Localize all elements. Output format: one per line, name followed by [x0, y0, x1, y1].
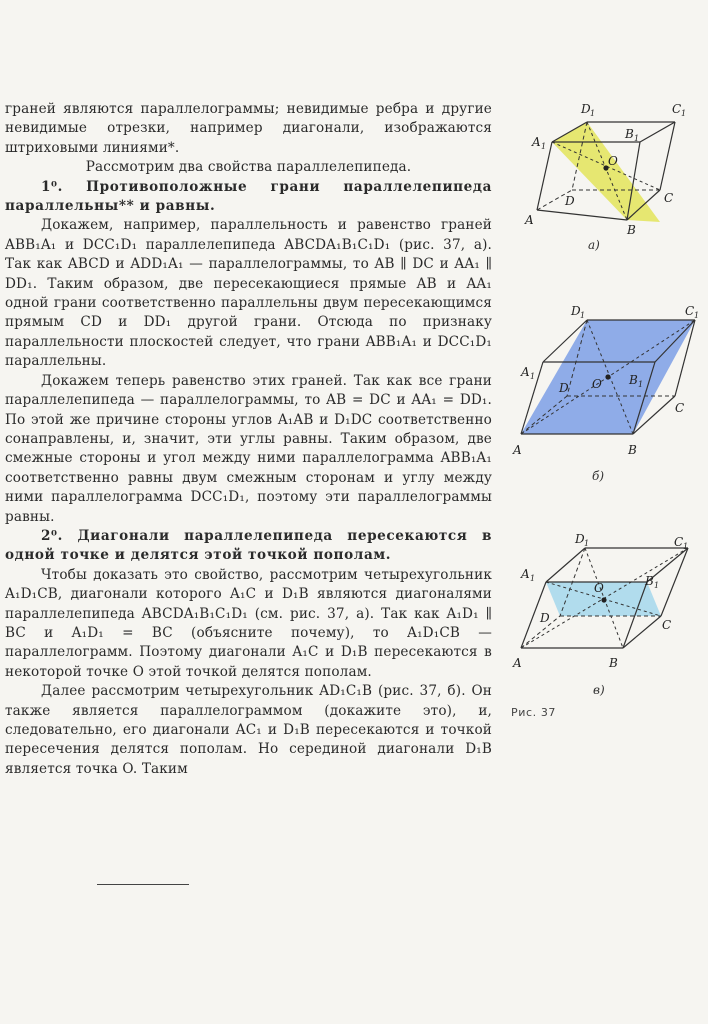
svg-text:1: 1 — [584, 539, 590, 548]
paragraph-6: Далее рассмотрим четырехугольник AD₁C₁B (рис. 37, б). Он также является параллелограммом (докажите это), и, следовательно, его диагонали AC₁ и D₁B пересекаются и точкой пересечения делятся пополам. Но серединой диагонали D₁B является точка O. Таким — [5, 683, 492, 777]
point-o — [601, 597, 606, 602]
property-1-heading: 1⁰. Противоположные грани параллелепипеда параллельны** и равны. — [5, 178, 492, 215]
parallelepiped-b-drawing — [505, 302, 700, 462]
figure-b — [505, 302, 700, 483]
svg-text:B: B — [645, 574, 654, 588]
svg-text:1: 1 — [580, 311, 586, 320]
svg-text:1: 1 — [590, 109, 596, 118]
svg-text:C: C — [685, 304, 695, 318]
svg-text:C: C — [672, 102, 682, 116]
paragraph-2: Рассмотрим два свойства параллелепипеда. — [85, 159, 412, 176]
svg-text:D: D — [559, 381, 569, 395]
svg-text:1: 1 — [681, 109, 687, 118]
svg-text:1: 1 — [634, 134, 640, 143]
paragraph-1: граней являются параллелограммы; невидимые ребра и другие невидимые отрезки, например диагонали, изображаются штриховыми линиями*. — [5, 101, 492, 156]
svg-text:1: 1 — [541, 142, 547, 151]
figure-caption: Рис. 37 — [511, 706, 557, 719]
point-o — [605, 374, 610, 379]
svg-text:B: B — [629, 373, 638, 387]
caption-c: в) — [593, 683, 605, 697]
text-column — [5, 100, 492, 779]
parallelepiped-c-drawing — [505, 530, 700, 670]
svg-text:B: B — [625, 127, 634, 141]
figure-c — [505, 530, 700, 697]
svg-text:1: 1 — [654, 581, 660, 590]
svg-text:O: O — [608, 154, 618, 168]
svg-text:1: 1 — [530, 372, 536, 381]
caption-b: б) — [592, 469, 605, 483]
svg-text:C: C — [674, 535, 684, 549]
footnote-separator — [97, 884, 189, 885]
figure-a — [505, 98, 700, 252]
svg-text:D: D — [571, 304, 581, 318]
svg-text:A: A — [525, 213, 534, 227]
svg-text:1: 1 — [694, 311, 700, 320]
svg-text:C: C — [664, 191, 674, 205]
paragraph-5: Чтобы доказать это свойство, рассмотрим четырехугольник A₁D₁CB, диагонали которого A₁C и D₁B являются диагоналями параллелепипеда ABCDA₁B₁C₁D₁ (см. рис. 37, а). Так как A₁D₁ ∥ BC и A₁D₁ = BC (объясните почему), то A₁D₁CB — параллелограмм. Поэтому диагонали A₁C и D₁B пересекаются в некоторой точке O этой точкой делятся пополам. — [5, 566, 492, 680]
svg-text:A: A — [532, 135, 541, 149]
svg-text:O: O — [592, 377, 602, 391]
svg-text:C: C — [662, 618, 672, 632]
caption-a: а) — [588, 238, 600, 252]
svg-text:C: C — [675, 401, 685, 415]
svg-text:D: D — [575, 532, 585, 546]
paragraph-3: Докажем, например, параллельность и равенство граней ABB₁A₁ и DCC₁D₁ параллелепипеда ABCDA₁B₁C₁D₁ (рис. 37, а). Так как ABCD и ADD₁A₁ — параллелограммы, то AB ∥ DC и AA₁ ∥ DD₁. Таким образом, две пересекающиеся прямые AB и AA₁ одной грани соответственно параллельны двум пересекающимся прямым CD и DD₁ другой грани. Отсюда по признаку параллельности плоскостей следует, что грани ABB₁A₁ и DCC₁D₁ параллельны. — [5, 217, 492, 370]
svg-text:D: D — [565, 194, 575, 208]
svg-text:D: D — [581, 102, 591, 116]
svg-text:A: A — [521, 567, 530, 581]
svg-text:A: A — [513, 443, 522, 457]
svg-text:D: D — [540, 611, 550, 625]
svg-text:1: 1 — [683, 542, 689, 551]
property-2-heading: 2⁰. Диагонали параллелепипеда пересекаются в одной точке и делятся этой точкой пополам. — [5, 527, 492, 564]
svg-text:O: O — [594, 581, 604, 595]
svg-text:1: 1 — [638, 380, 644, 389]
paragraph-4: Докажем теперь равенство этих граней. Так как все грани параллелепипеда — параллелограммы, то AB = DC и AA₁ = DD₁. По этой же причине стороны углов A₁AB и D₁DC соответственно сонаправлены, и, значит, эти углы равны. Таким образом, две смежные стороны и угол между ними параллелограмма ABB₁A₁ соответственно равны двум смежным сторонам и углу между ними параллелограмма DCC₁D₁, поэтому эти параллелограммы равны. — [5, 372, 492, 525]
svg-text:B: B — [609, 656, 618, 670]
svg-text:B: B — [628, 443, 637, 457]
svg-text:A: A — [521, 365, 530, 379]
svg-text:1: 1 — [530, 574, 536, 583]
svg-text:B: B — [627, 223, 636, 237]
parallelepiped-a-drawing — [505, 98, 700, 238]
svg-text:A: A — [513, 656, 522, 670]
